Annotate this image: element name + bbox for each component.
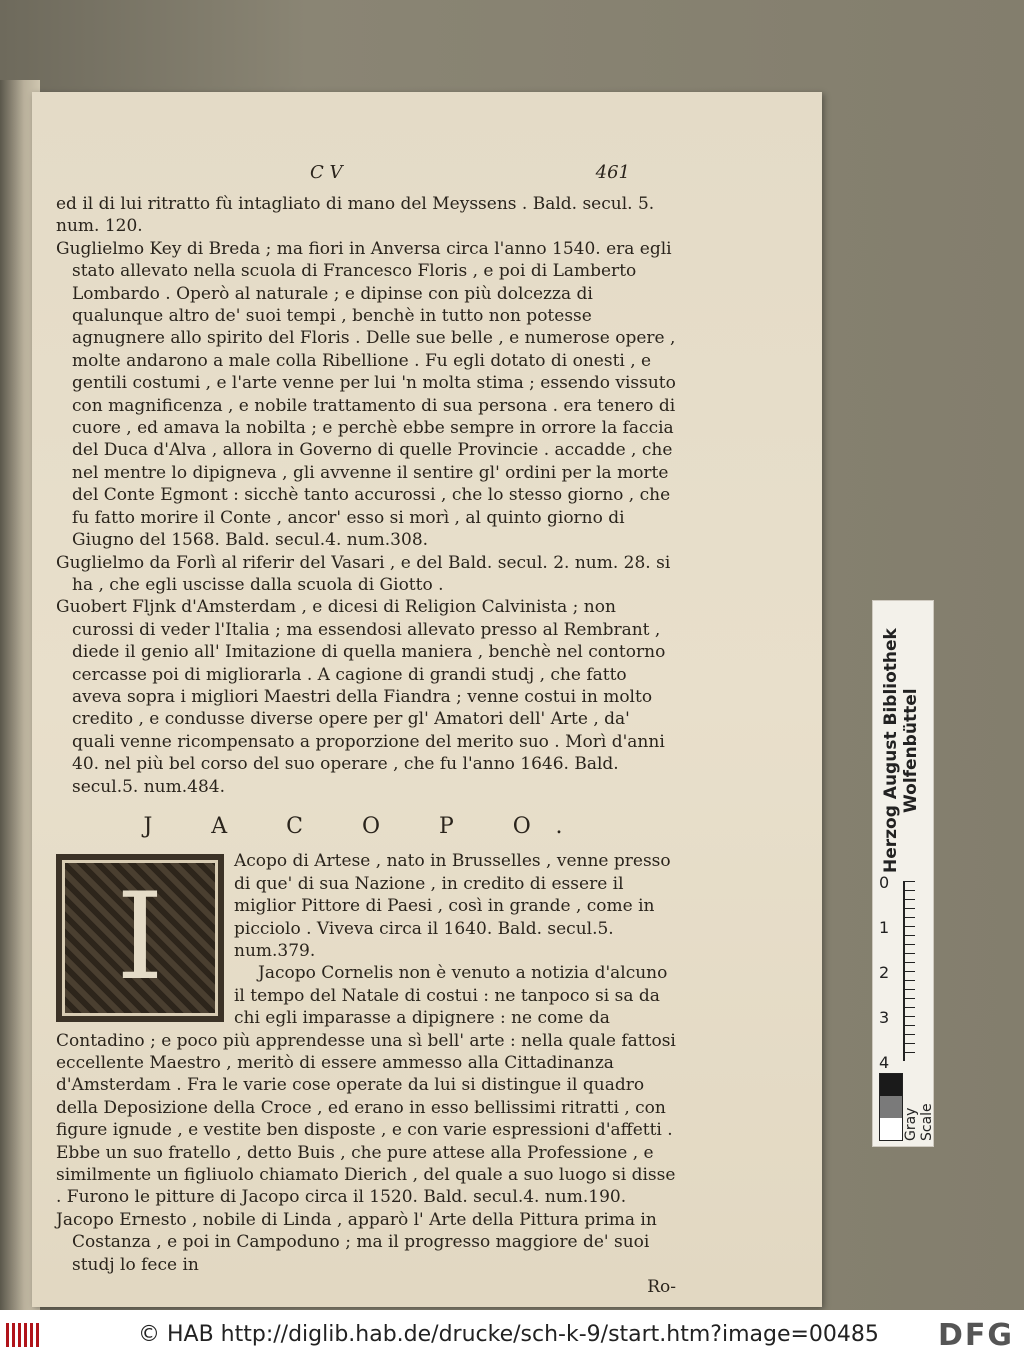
centimeter-scale bbox=[903, 881, 931, 1061]
ruler-number: 0 bbox=[879, 873, 890, 892]
viewer-footer bbox=[0, 1310, 1024, 1359]
hab-logo-icon bbox=[6, 1323, 42, 1347]
page-text bbox=[56, 193, 676, 1299]
library-name: Herzog August Bibliothek Wolfenbüttel bbox=[881, 628, 921, 874]
ruler-number: 4 bbox=[879, 1053, 890, 1072]
decorated-initial bbox=[56, 854, 224, 1022]
copyright-link[interactable]: © HAB http://diglib.hab.de/drucke/sch-k-9/start.htm?image=00485 bbox=[138, 1322, 879, 1347]
gray-scale-swatches bbox=[879, 1073, 903, 1141]
reference-ruler bbox=[872, 600, 934, 1147]
page-number: 461 bbox=[595, 162, 630, 183]
entry-text: Guobert Fljnk d'Amsterdam , e dicesi di Religion Calvinista ; non curossi di veder l'Italia ; ma essendosi allevato presso al Rembrant , diede il genio all' Imitazione di quella maniera , benchè nel contorno cercasse poi di migliorarla . A cagione di grandi studj , che fatto aveva sopra i migliori Maestri della Fiandra ; venne costui in molto credito , e condusse diverse opere per gl' Amatori dell' Arte , da' quali venne ricompensato a proporzione del merito suo . Morì d'anni 40. nel più bel corso del suo operare , che fu l'anno 1646. Bald. secul.5. num.484. bbox=[56, 597, 666, 797]
entry-text: Acopo di Artese , nato in Brusselles , venne presso di que' di sua Nazione , in credito di essere il miglior Pittore di Paesi , così in grande , come in picciolo . Viveva circa il 1640. Bald. secul.5. num.379. bbox=[234, 851, 671, 961]
entry-text: Guglielmo Key di Breda ; ma fiori in Anversa circa l'anno 1540. era egli stato allevato nella scuola di Francesco Floris , e poi di Lamberto Lombardo . Operò al naturale ; e dipinse con più dolcezza di qualunque altro de' suoi tempi , benchè in tutto non potesse agnugnere allo spirito del Floris . Delle sue belle , e numerose opere , molte andarono a male colla Ribellione . Fu egli dotato di onesti , e gentili costumi , e l'arte venne per lui 'n molta stima ; essendo vissuto con magnificenza , e nobile trattamento di sua persona . era tenero di cuore , ed amava la nobilta ; e perchè ebbe sempre in orrore la faccia del Duca d'Alva , allora in Governo di quelle Provincie . accadde , che nel mentre lo dipigneva , gli avvenne il sentire gl' ordini per la morte del Conte Egmont : sicchè tanto accurossi , che lo stesso giorno , che fu fatto morire il Conte , ancor' esso si morì , al quinto giorno di Giugno del 1568. Bald. secul.4. num.308. bbox=[56, 238, 676, 551]
ruler-number: 1 bbox=[879, 918, 890, 937]
catchword: Ro- bbox=[647, 1277, 676, 1298]
running-head bbox=[310, 162, 630, 183]
entry-text: Guglielmo da Forlì al riferir del Vasari , e del Bald. secul. 2. num. 28. si ha , che egli uscisse dalla scuola di Giotto . bbox=[56, 552, 671, 595]
drop-cap-letter: I bbox=[62, 860, 218, 1016]
section-heading: J A C O P O. bbox=[143, 813, 589, 839]
ruler-number: 3 bbox=[879, 1008, 890, 1027]
dfg-logo: DFG bbox=[937, 1318, 1014, 1353]
ruler-number: 2 bbox=[879, 963, 890, 982]
running-head-letters: C V bbox=[310, 162, 343, 183]
entry-text: ed il di lui ritratto fù intagliato di mano del Meyssens . Bald. secul. 5. num. 120. bbox=[56, 194, 655, 237]
entry-text: Jacopo Ernesto , nobile di Linda , apparò l' Arte della Pittura prima in Costanza , e poi in Campoduno ; ma il progresso maggiore de' suoi studj lo fece in bbox=[56, 1209, 657, 1275]
entry-text: Jacopo Cornelis non è venuto a notizia d'alcuno il tempo del Natale di costui : ne tanpoco si sa da chi egli imparasse a dipignere : ne come da Contadino ; e poco più apprendesse una sì bell' arte : nella quale fattosi eccellente Maestro , meritò di essere ammesso alla Cittadinanza d'Amsterdam . Fra le varie cose operate da lui si distingue il quadro della Deposizione della Croce , ed erano in esso bellissimi ritratti , con figure ignude , e vestite ben disposte , e con varie espressioni d'affetti . Ebbe un suo fratello , detto Buis , che pure attese alla Professione , e similmente un figliuolo chiamato Dierich , del quale a suo luogo si disse . Furono le pitture di Jacopo circa il 1520. Bald. secul.4. num.190. bbox=[56, 963, 676, 1208]
gray-scale-label: Gray Scale bbox=[903, 1103, 935, 1141]
jacopo-section bbox=[56, 850, 676, 1298]
